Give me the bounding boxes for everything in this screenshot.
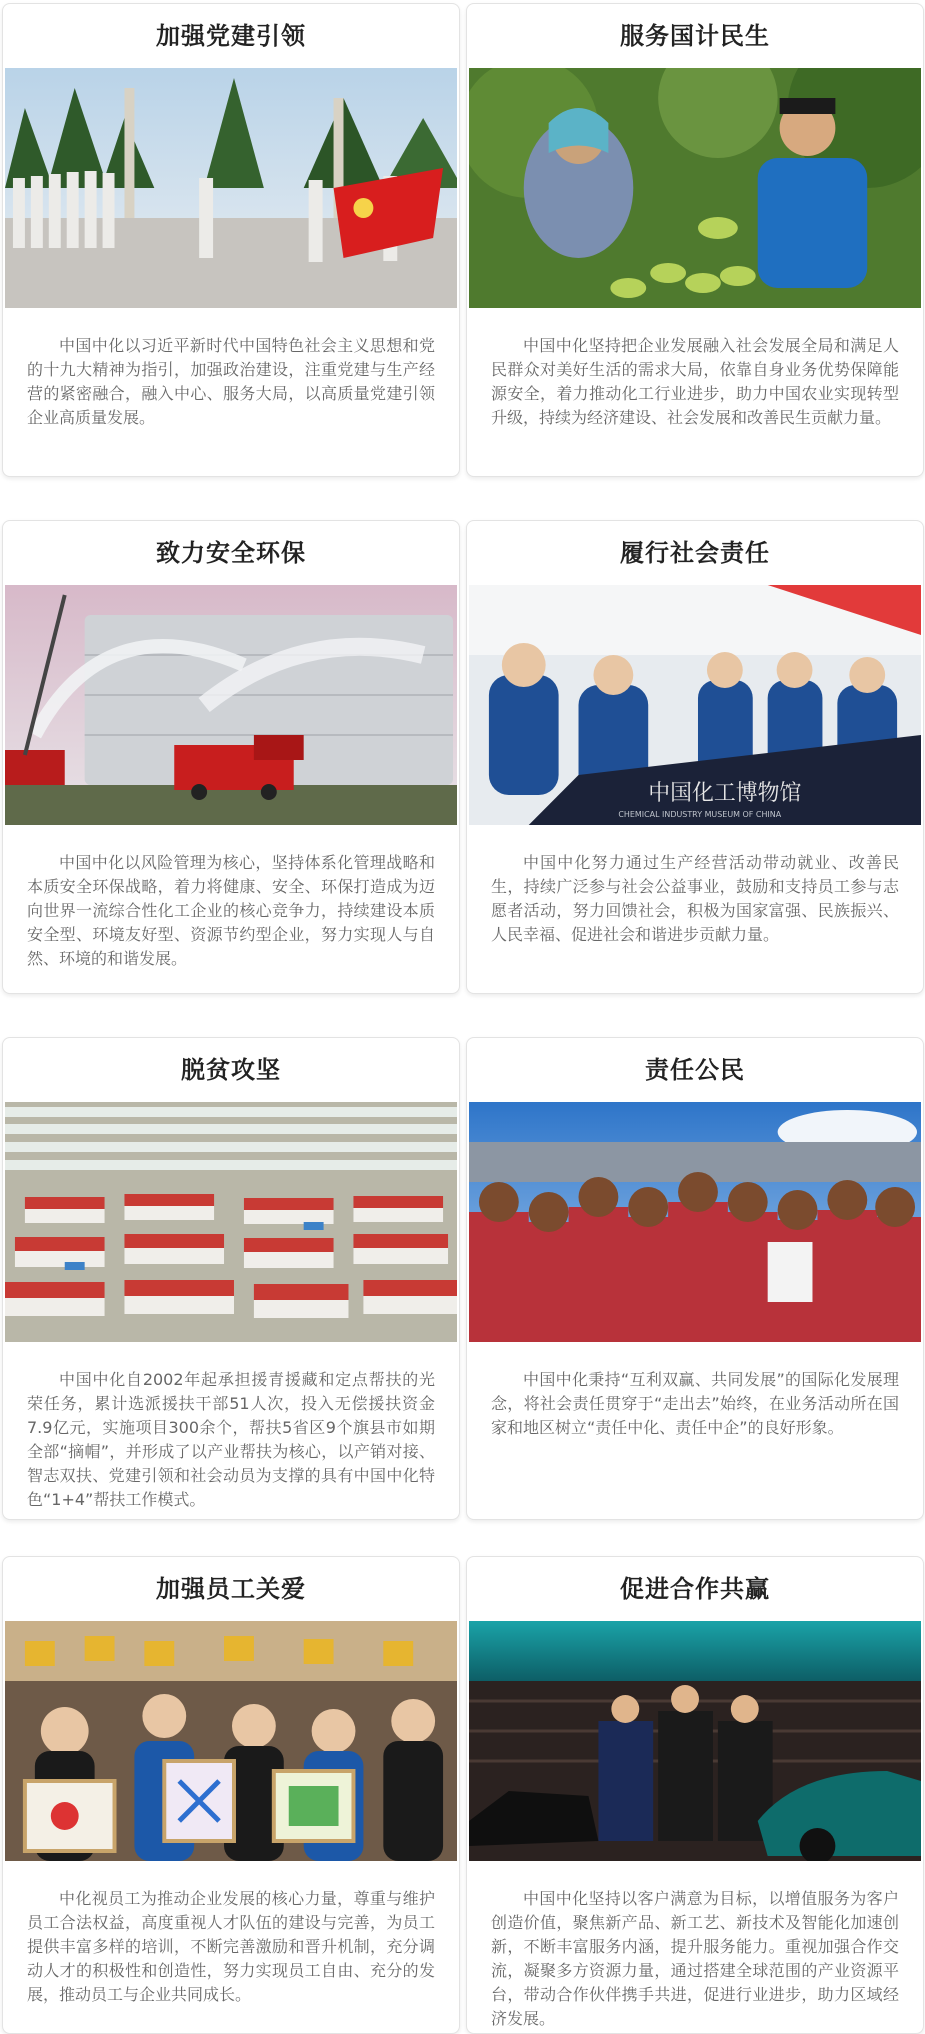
fire-drill-photo <box>5 585 457 825</box>
employee-art-photo <box>5 1621 457 1861</box>
card-body-text: 中国中化以风险管理为核心，坚持体系化管理战略和本质安全环保战略，着力将健康、安全、环保打造成为迈向世界一流综合性化工企业的核心竞争力，持续建设本质安全型、环境友好型、资源节约型企业，努力实现人与自然、环境的和谐发展。 <box>27 853 435 968</box>
card-safety-environment <box>2 520 460 994</box>
card-title: 加强党建引领 <box>156 22 306 50</box>
children-cheering-photo <box>469 1102 921 1342</box>
card-body-text: 中国中化坚持以客户满意为目标，以增值服务为客户创造价值，聚焦新产品、新工艺、新技术及智能化加速创新，不断丰富服务内涵，提升服务能力。重视加强合作交流，凝聚多方资源力量，通过搭建全球范围的产业资源平台，带动合作伙伴携手共进，促进行业进步，助力区域经济发展。 <box>491 1889 899 2028</box>
card-party-building <box>2 3 460 477</box>
party-ceremony-photo <box>5 68 457 308</box>
museum-sign-cn: 中国化工博物馆 <box>648 780 802 807</box>
museum-sign-en: CHEMICAL INDUSTRY MUSEUM OF CHINA <box>618 809 782 820</box>
card-responsible-citizen <box>466 1037 924 1520</box>
card-body-text: 中国中化以习近平新时代中国特色社会主义思想和党的十九大精神为指引，加强政治建设，注重党建与生产经营的紧密融合，融入中心、服务大局，以高质量党建引领企业高质量发展。 <box>27 336 435 427</box>
card-title: 加强员工关爱 <box>156 1575 306 1603</box>
card-body-text: 中国中化秉持“互利双赢、共同发展”的国际化发展理念，将社会责任贯穿于“走出去”始终，在业务活动所在国家和地区树立“责任中化、责任中企”的良好形象。 <box>491 1370 899 1437</box>
card-title: 服务国计民生 <box>620 22 770 50</box>
card-employee-care <box>2 1556 460 2034</box>
card-body-text: 中国中化努力通过生产经营活动带动就业、改善民生，持续广泛参与社会公益事业，鼓励和支持员工参与志愿者活动，努力回馈社会，积极为国家富强、民族振兴、人民幸福、促进社会和谐进步贡献力量。 <box>491 853 899 944</box>
card-title: 履行社会责任 <box>620 539 770 567</box>
card-title: 脱贫攻坚 <box>181 1056 281 1084</box>
card-title: 致力安全环保 <box>156 539 306 567</box>
farm-harvest-photo <box>469 68 921 308</box>
card-poverty-alleviation <box>2 1037 460 1520</box>
card-body-text: 中国中化自2002年起承担援青援藏和定点帮扶的光荣任务，累计选派援扶干部51人次，投入无偿援扶资金7.9亿元，实施项目300余个，帮扶5省区9个旗县市如期全部“摘帽”，并形成了以产业帮扶为核心，以产销对接、智志双扶、党建引领和社会动员为支撑的具有中国中化特色“1+4”帮扶工作模式。 <box>27 1370 435 1509</box>
card-national-livelihood <box>466 3 924 477</box>
card-body-text: 中国中化坚持把企业发展融入社会发展全局和满足人民群众对美好生活的需求大局，依靠自身业务优势保障能源安全，着力推动化工行业进步，助力中国农业实现转型升级，持续为经济建设、社会发展和改善民生贡献力量。 <box>491 336 899 427</box>
card-social-responsibility <box>466 520 924 994</box>
museum-visit-photo <box>469 585 921 825</box>
card-title: 责任公民 <box>645 1056 745 1084</box>
car-showcase-photo <box>469 1621 921 1861</box>
village-aerial-photo <box>5 1102 457 1342</box>
card-title: 促进合作共赢 <box>620 1575 770 1603</box>
card-body-text: 中化视员工为推动企业发展的核心力量，尊重与维护员工合法权益，高度重视人才队伍的建设与完善，为员工提供丰富多样的培训，不断完善激励和晋升机制，充分调动人才的积极性和创造性，努力实现员工自由、充分的发展，推动员工与企业共同成长。 <box>27 1889 435 2004</box>
card-win-win-cooperation <box>466 1556 924 2034</box>
